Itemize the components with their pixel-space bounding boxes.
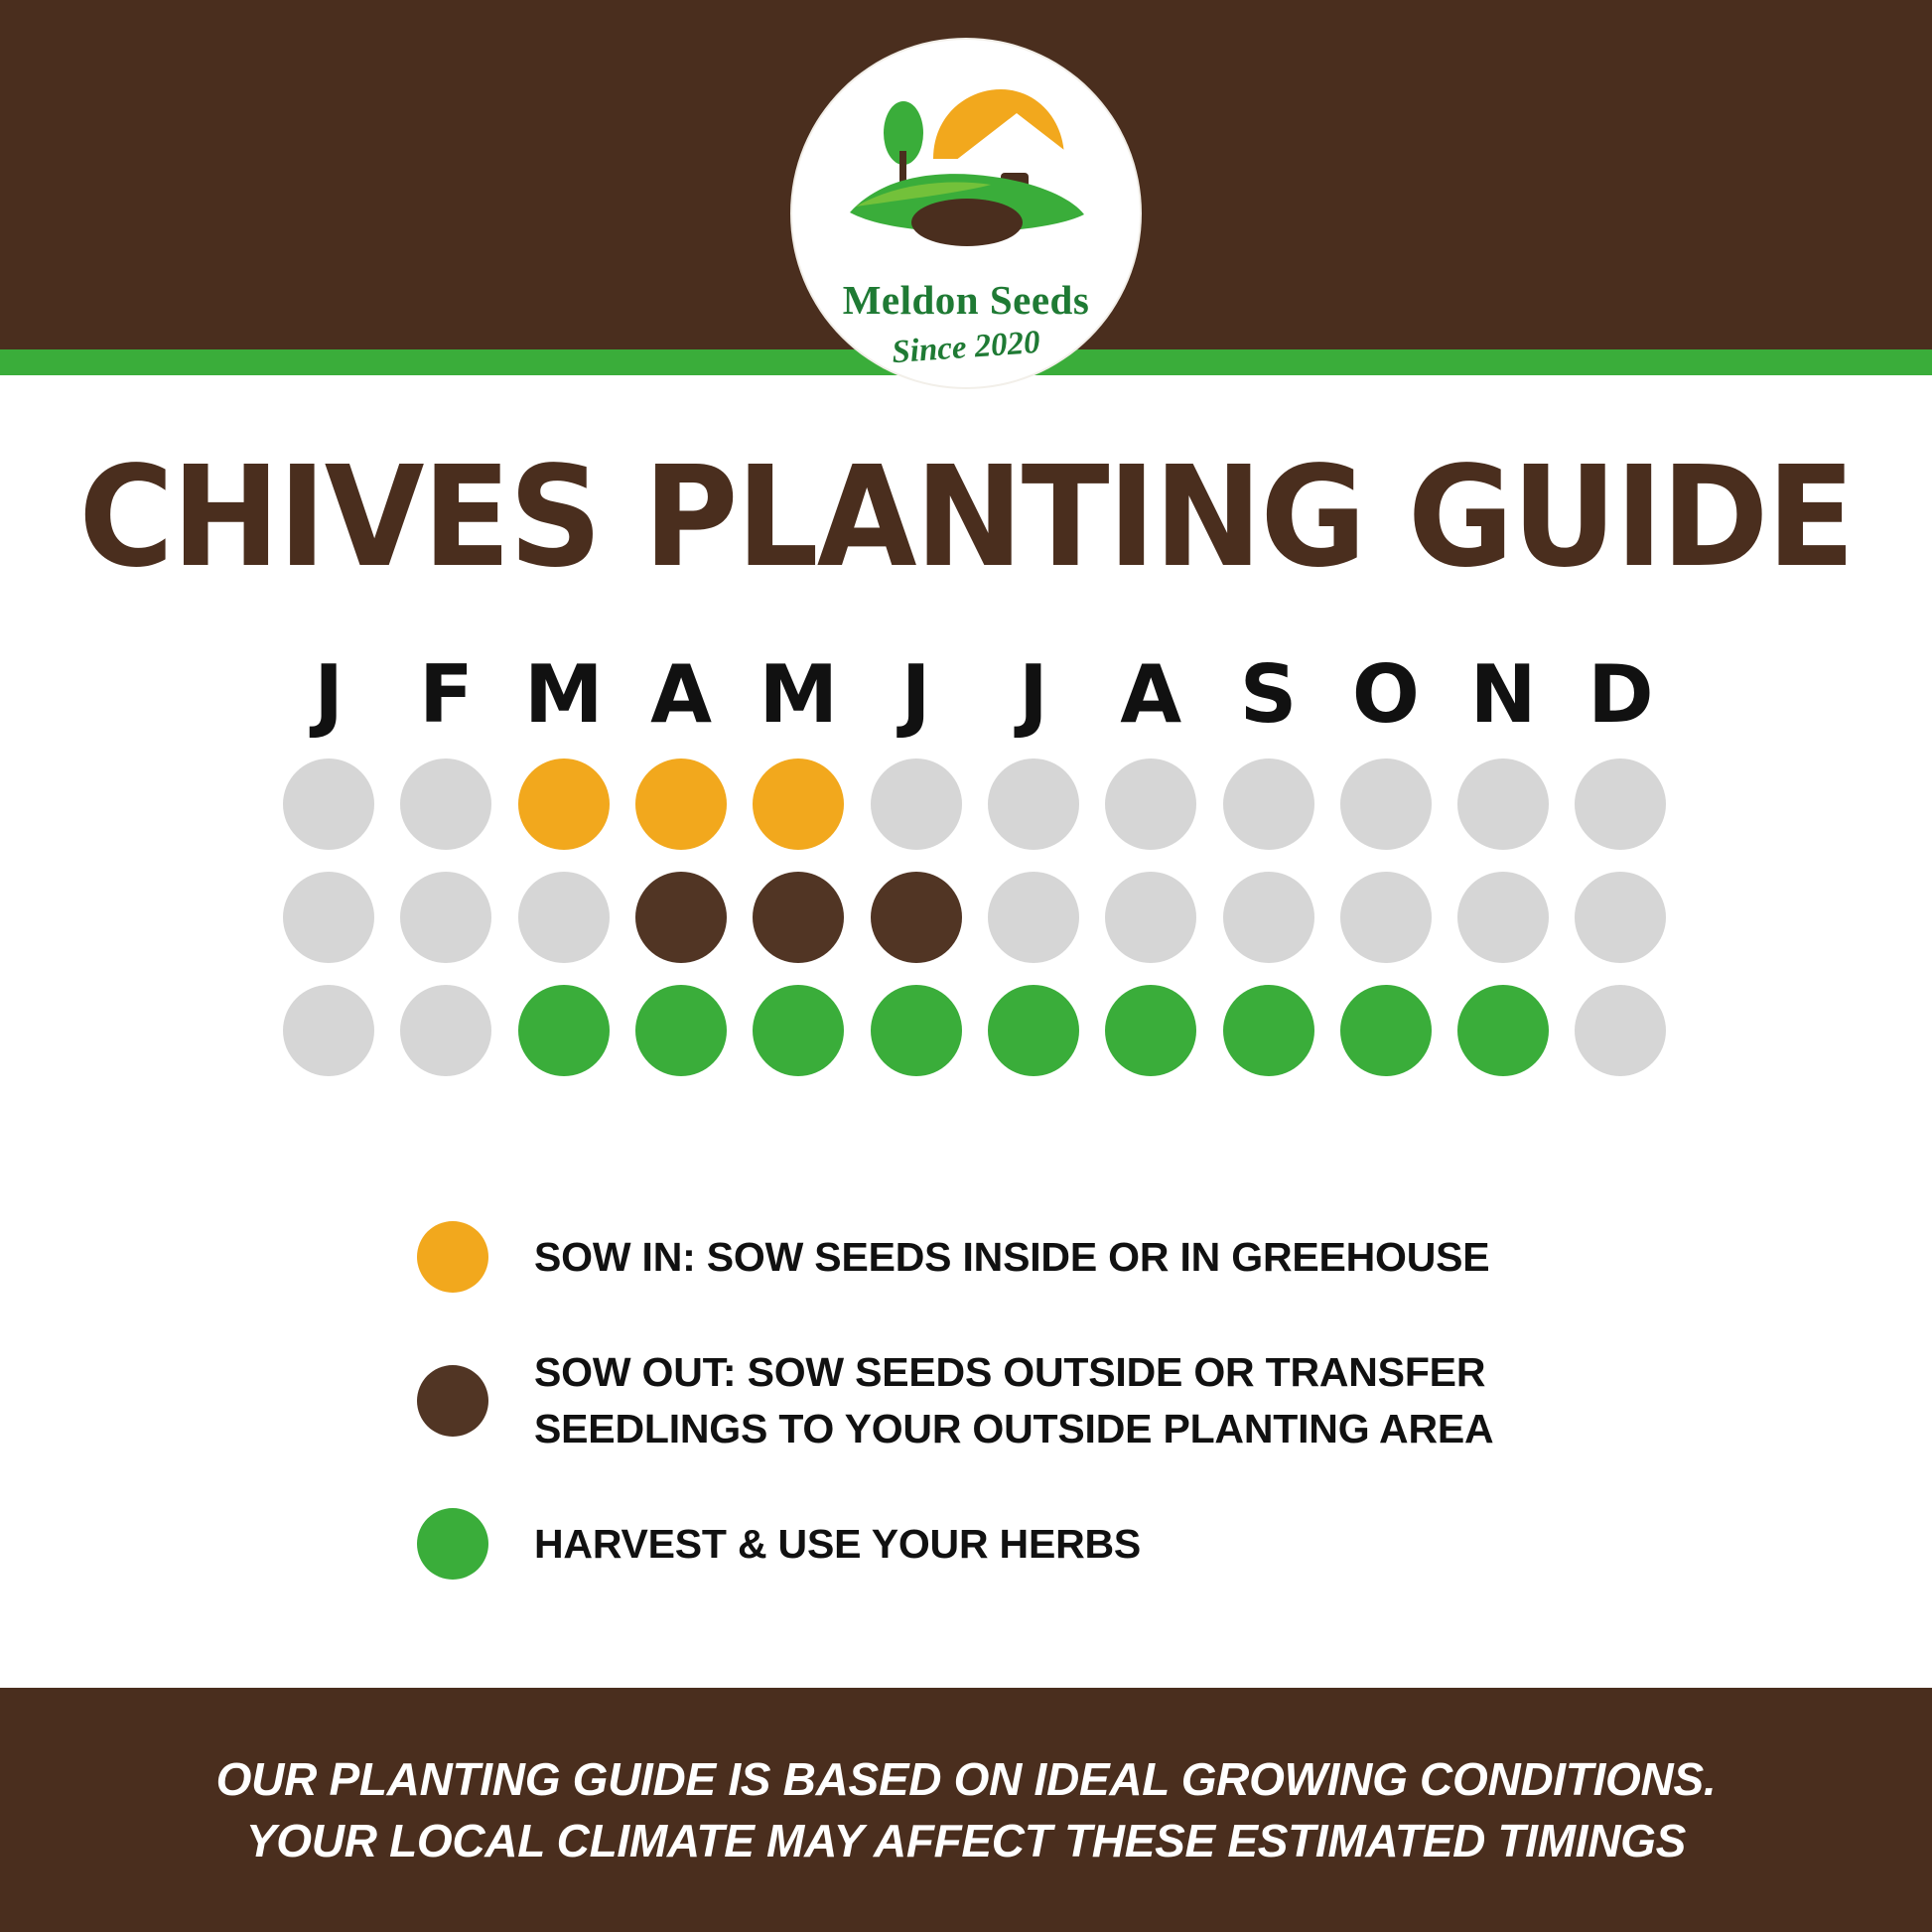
cell-sow-in-J7 [975, 759, 1092, 850]
month-header-row [270, 648, 1680, 741]
footer-line-1: OUR PLANTING GUIDE IS BASED ON IDEAL GROWING CONDITIONS. [215, 1752, 1717, 1805]
sow-out-row [270, 872, 1680, 963]
footer-line-2: YOUR LOCAL CLIMATE MAY AFFECT THESE ESTIMATED TIMINGS [245, 1815, 1687, 1866]
cell-sow-out-A8 [1092, 872, 1209, 963]
cell-sow-in-D12 [1562, 759, 1679, 850]
cell-sow-in-F2 [387, 759, 504, 850]
cell-harvest-J1 [270, 985, 387, 1076]
dot-active [635, 872, 727, 963]
dot-active [871, 985, 962, 1076]
dot-active [1105, 985, 1196, 1076]
cell-sow-in-S9 [1209, 759, 1326, 850]
cell-sow-in-J1 [270, 759, 387, 850]
cell-sow-out-D12 [1562, 872, 1679, 963]
month-label-10: O [1351, 648, 1420, 741]
dot-inactive [1223, 759, 1314, 850]
dot-inactive [1575, 759, 1666, 850]
dot-inactive [283, 985, 374, 1076]
dot-inactive [1575, 985, 1666, 1076]
legend-item-sow-out [417, 1344, 1608, 1456]
month-label-1: J [314, 648, 345, 741]
cell-harvest-S9 [1209, 985, 1326, 1076]
dot-active [518, 985, 610, 1076]
cell-harvest-F2 [387, 985, 504, 1076]
cell-sow-out-S9 [1209, 872, 1326, 963]
dot-inactive [1457, 872, 1549, 963]
dot-inactive [283, 759, 374, 850]
cell-sow-in-M3 [505, 759, 622, 850]
dot-active [871, 872, 962, 963]
cell-sow-out-N11 [1445, 872, 1562, 963]
cell-harvest-O10 [1327, 985, 1445, 1076]
dot-active [1340, 985, 1432, 1076]
cell-harvest-A8 [1092, 985, 1209, 1076]
cell-sow-out-A4 [622, 872, 740, 963]
cell-sow-out-M3 [505, 872, 622, 963]
dot-inactive [988, 872, 1079, 963]
cell-sow-in-A4 [622, 759, 740, 850]
farmhouse-logo-icon [842, 81, 1090, 250]
dot-inactive [400, 985, 491, 1076]
dot-inactive [1105, 872, 1196, 963]
dot-inactive [1457, 759, 1549, 850]
cell-sow-out-M5 [740, 872, 857, 963]
legend-label-sow-out: SOW OUT: SOW SEEDS OUTSIDE OR TRANSFER SEEDLINGS TO YOUR OUTSIDE PLANTING AREA [534, 1349, 1494, 1451]
legend-item-harvest [417, 1508, 1608, 1580]
dot-inactive [1340, 759, 1432, 850]
cell-harvest-M3 [505, 985, 622, 1076]
cell-sow-in-N11 [1445, 759, 1562, 850]
cell-harvest-M5 [740, 985, 857, 1076]
legend-label-harvest: HARVEST & USE YOUR HERBS [534, 1520, 1142, 1567]
legend-item-sow-in [417, 1221, 1608, 1293]
dot-inactive [400, 872, 491, 963]
dot-active [753, 985, 844, 1076]
month-label-6: J [900, 648, 931, 741]
month-label-7: J [1019, 648, 1048, 741]
dot-inactive [1340, 872, 1432, 963]
month-label-4: A [650, 648, 712, 741]
month-label-5: M [759, 648, 839, 741]
cell-harvest-D12 [1562, 985, 1679, 1076]
month-label-2: F [419, 648, 474, 741]
footer-bar [0, 1688, 1932, 1932]
dot-active [753, 759, 844, 850]
legend-dot-sow-out [417, 1365, 488, 1437]
cell-sow-in-J6 [857, 759, 974, 850]
cell-sow-in-M5 [740, 759, 857, 850]
month-label-3: M [523, 648, 604, 741]
legend-dot-sow-in [417, 1221, 488, 1293]
dot-active [1457, 985, 1549, 1076]
harvest-row [270, 985, 1680, 1076]
brand-logo [792, 40, 1140, 387]
dot-active [635, 985, 727, 1076]
dot-active [635, 759, 727, 850]
legend-dot-harvest [417, 1508, 488, 1580]
cell-harvest-J7 [975, 985, 1092, 1076]
dot-active [1223, 985, 1314, 1076]
dot-inactive [400, 759, 491, 850]
cell-harvest-J6 [857, 985, 974, 1076]
cell-sow-out-J7 [975, 872, 1092, 963]
brand-name: Meldon Seeds [842, 277, 1090, 323]
dot-active [988, 985, 1079, 1076]
cell-sow-out-J6 [857, 872, 974, 963]
month-label-8: A [1120, 648, 1182, 741]
dot-inactive [988, 759, 1079, 850]
dot-inactive [871, 759, 962, 850]
dot-inactive [283, 872, 374, 963]
dot-inactive [1223, 872, 1314, 963]
sow-in-row [270, 759, 1680, 850]
month-label-12: D [1587, 648, 1654, 741]
cell-sow-out-O10 [1327, 872, 1445, 963]
page-title: CHIVES PLANTING GUIDE [78, 437, 1854, 599]
dot-active [753, 872, 844, 963]
dot-active [518, 759, 610, 850]
dot-inactive [1105, 759, 1196, 850]
cell-sow-out-F2 [387, 872, 504, 963]
legend [417, 1221, 1608, 1631]
month-label-11: N [1469, 648, 1537, 741]
cell-sow-in-A8 [1092, 759, 1209, 850]
cell-harvest-N11 [1445, 985, 1562, 1076]
brand-tagline: Since 2020 [891, 324, 1041, 371]
cell-sow-out-J1 [270, 872, 387, 963]
dot-inactive [518, 872, 610, 963]
month-label-9: S [1239, 648, 1298, 741]
cell-sow-in-O10 [1327, 759, 1445, 850]
legend-label-sow-in: SOW IN: SOW SEEDS INSIDE OR IN GREEHOUSE [534, 1233, 1490, 1280]
cell-harvest-A4 [622, 985, 740, 1076]
footer-disclaimer [216, 1748, 1717, 1871]
dot-inactive [1575, 872, 1666, 963]
planting-calendar [270, 648, 1680, 1098]
